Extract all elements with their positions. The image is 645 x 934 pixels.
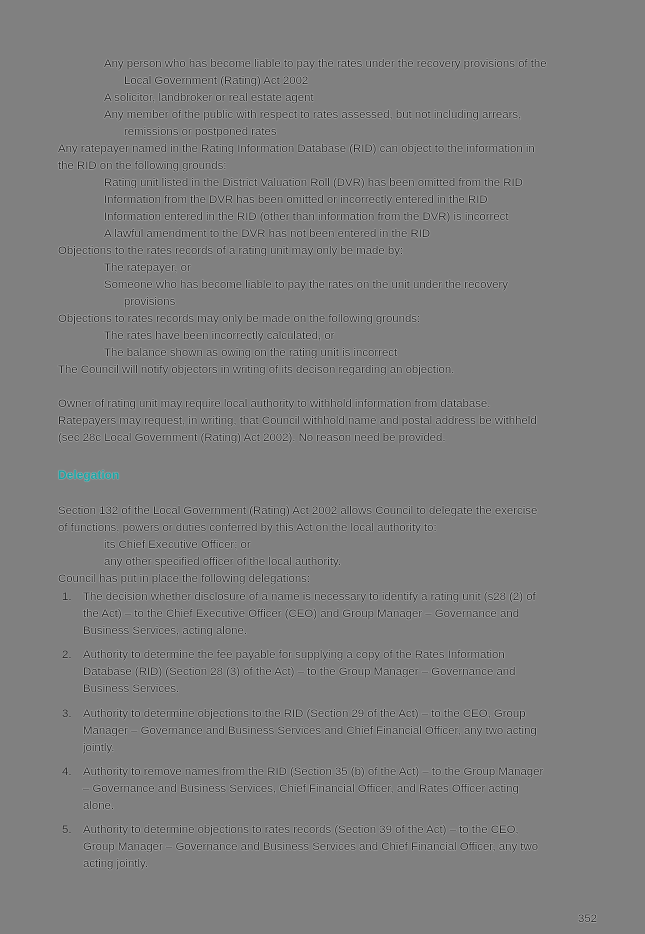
list-text: Authority to determine objections to the RID (Section 29 of the Act) – to the CEO, Group: [83, 708, 526, 720]
list-text: Database (RID) (Section 28 (3) of the Act) – to the Group Manager – Governance and: [83, 666, 516, 678]
bullet-text: Someone who has become liable to pay the rates on the unit under the recovery: [104, 279, 508, 291]
list-number: 3.: [62, 708, 72, 720]
paragraph-text: of functions, powers or duties conferred by this Act on the local authority to:: [58, 522, 437, 534]
bullet-text: The balance shown as owing on the rating unit is incorrect: [104, 347, 398, 359]
list-text: Authority to determine objections to rates records (Section 39 of the Act) – to the CEO,: [83, 824, 519, 836]
list-number: 4.: [62, 766, 72, 778]
list-text: acting jointly.: [83, 858, 149, 870]
paragraph-text: Ratepayers may request, in writing, that Council withhold name and postal address be withheld: [58, 415, 537, 427]
bullet-text: A solicitor, landbroker or real estate agent: [104, 92, 314, 104]
paragraph-text: Owner of rating unit may require local authority to withhold information from database.: [58, 398, 491, 410]
list-text: Business Services.: [83, 683, 180, 695]
bullet-text: provisions: [124, 296, 176, 308]
paragraph-text: (sec 28c Local Government (Rating) Act 2002). No reason need be provided.: [58, 432, 446, 444]
bullet-text: Any person who has become liable to pay the rates under the recovery provisions of the: [104, 58, 547, 70]
bullet-text: The rates have been incorrectly calculated, or: [104, 330, 335, 342]
list-text: Authority to remove names from the RID (Section 35 (b) of the Act) – to the Group Manager: [83, 766, 544, 778]
bullet-text: A lawful amendment to the DVR has not been entered in the RID: [104, 228, 431, 240]
list-text: alone.: [83, 800, 115, 812]
list-number: 1.: [62, 591, 72, 603]
list-text: the Act) – to the Chief Executive Officer (CEO) and Group Manager – Governance and: [83, 608, 520, 620]
bullet-text: Information entered in the RID (other than information from the DVR) is incorrect: [104, 211, 509, 223]
list-text: jointly.: [83, 742, 115, 754]
section-heading: Delegation: [58, 468, 120, 482]
paragraph-text: the RID on the following grounds:: [58, 160, 227, 172]
bullet-text: Any member of the public with respect to rates assessed, but not including arrears,: [104, 109, 522, 121]
paragraph-text: Section 132 of the Local Government (Rating) Act 2002 allows Council to delegate the exercise: [58, 505, 538, 517]
bullet-text: The ratepayer, or: [104, 262, 191, 274]
bullet-text: Rating unit listed in the District Valuation Roll (DVR) has been omitted from the RID: [104, 177, 523, 189]
list-text: Group Manager – Governance and Business Services and Chief Financial Officer, any two: [83, 841, 539, 853]
list-text: – Governance and Business Services, Chief Financial Officer, and Rates Officer acting: [83, 783, 519, 795]
bullet-text: any other specified officer of the local authority.: [104, 556, 342, 568]
paragraph-text: Objections to the rates records of a rating unit may only be made by:: [58, 245, 404, 257]
paragraph-text: Any ratepayer named in the Rating Information Database (RID) can object to the information in: [58, 143, 535, 155]
list-text: Manager – Governance and Business Services and Chief Financial Officer, any two acting: [83, 725, 537, 737]
list-number: 5.: [62, 824, 72, 836]
bullet-text: its Chief Executive Officer; or: [104, 539, 251, 551]
list-text: The decision whether disclosure of a name is necessary to identify a rating unit (s28 (2) of: [83, 591, 536, 603]
paragraph-text: The Council will notify objectors in writing of its decison regarding an objection.: [58, 364, 455, 376]
bullet-text: Local Government (Rating) Act 2002: [124, 75, 309, 87]
bullet-text: Information from the DVR has been omitted or incorrectly entered in the RID: [104, 194, 488, 206]
page-number: 352: [578, 913, 598, 925]
paragraph-text: Objections to rates records may only be made on the following grounds:: [58, 313, 421, 325]
list-text: Business Services, acting alone.: [83, 625, 247, 637]
list-text: Authority to determine the fee payable for supplying a copy of the Rates Information: [83, 649, 505, 661]
bullet-text: remissions or postponed rates: [124, 126, 277, 138]
paragraph-text: Council has put in place the following delegations:: [58, 573, 311, 585]
list-number: 2.: [62, 649, 72, 661]
